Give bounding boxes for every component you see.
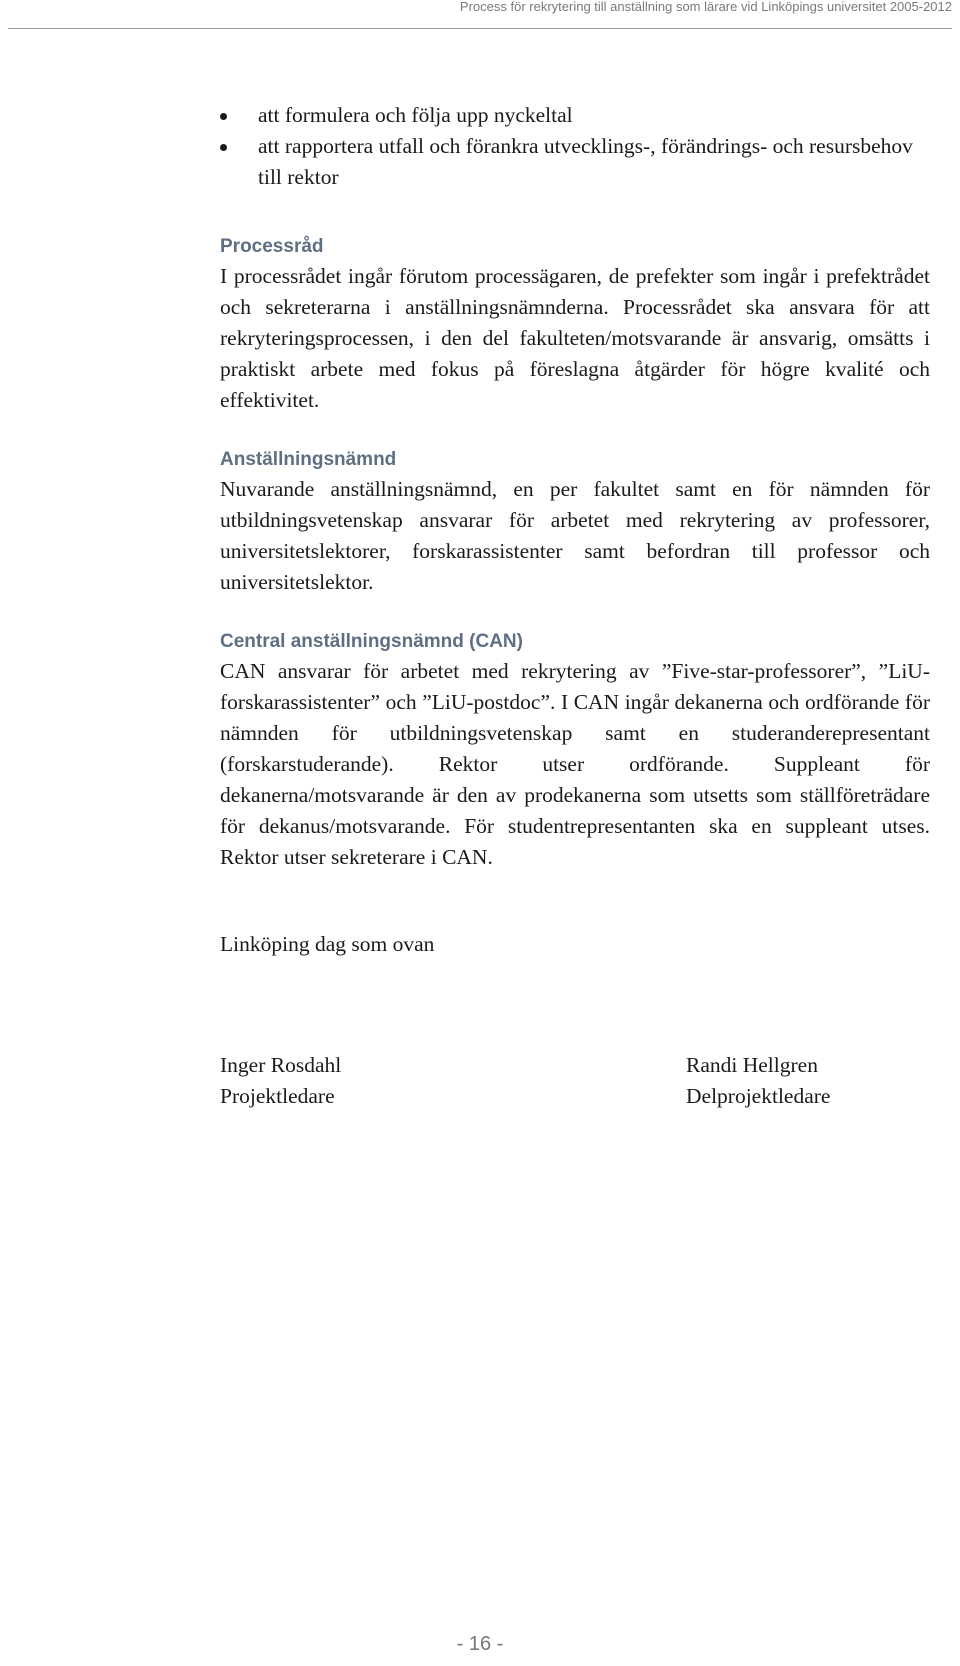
section-central-anstallningsnamnd <box>220 628 930 873</box>
section-heading: Central anställningsnämnd (CAN) <box>220 631 523 652</box>
signatory-role: Projektledare <box>220 1084 335 1108</box>
header-title: Process för rekrytering till anställning som lärare vid Linköpings universitet 2005-2012 <box>459 0 952 14</box>
closing-line: Linköping dag som ovan <box>220 932 435 956</box>
section-processrad <box>220 233 930 416</box>
section-heading: Anställningsnämnd <box>220 449 397 470</box>
signature-left <box>220 1050 341 1112</box>
section-paragraph: I processrådet ingår förutom processägaren, de prefekter som ingår i prefektrådet och sekreterarna i anställningsnämnderna. Processrådet ska ansvara för att rekryteringsprocessen, i den del fakulteten/motsvarande är ansvarig, omsätts i praktiskt arbete med fokus på föreslagna åtgärder för högre kvalité och effektivitet. <box>220 264 930 412</box>
document-body <box>220 100 930 1114</box>
section-paragraph: CAN ansvarar för arbetet med rekrytering av ”Five-star-professorer”, ”LiU-forskarassistenter” och ”LiU-postdoc”. I CAN ingår dekanerna och ordförande för nämnden för utbildningsvetenskap samt en studeranderepresentant (forskarstuderande). Rektor utser ordförande. Suppleant för dekanerna/motsvarande är den av prodekanerna som utsetts som ställföreträdare för dekanus/motsvarande. För studentrepresentanten ska en suppleant utses. Rektor utser sekreterare i CAN. <box>220 659 930 869</box>
signatory-name: Randi Hellgren <box>686 1053 818 1077</box>
page-number: - 16 - <box>456 1633 504 1655</box>
signatory-name: Inger Rosdahl <box>220 1053 342 1077</box>
section-paragraph: Nuvarande anställningsnämnd, en per fakultet samt en för nämnden för utbildningsvetenskap ansvarar för arbetet med rekrytering av professorer, universitetslektorer, forskarassistenter samt befordran till professor och universitetslektor. <box>220 477 930 594</box>
signatory-role: Delprojektledare <box>686 1084 831 1108</box>
list-item <box>220 131 930 193</box>
list-item <box>220 100 930 131</box>
section-heading: Processråd <box>220 236 324 257</box>
signature-block <box>220 1050 930 1114</box>
bullet-list <box>220 100 930 193</box>
bullet-text: att rapportera utfall och förankra utvecklings-, förändrings- och resursbehov till rektor <box>258 134 913 189</box>
signature-right <box>686 1050 830 1112</box>
bullet-icon <box>220 113 227 120</box>
running-header <box>8 0 952 29</box>
bullet-text: att formulera och följa upp nyckeltal <box>258 103 573 127</box>
bullet-icon <box>220 144 227 151</box>
section-anstallningsnamnd <box>220 446 930 598</box>
